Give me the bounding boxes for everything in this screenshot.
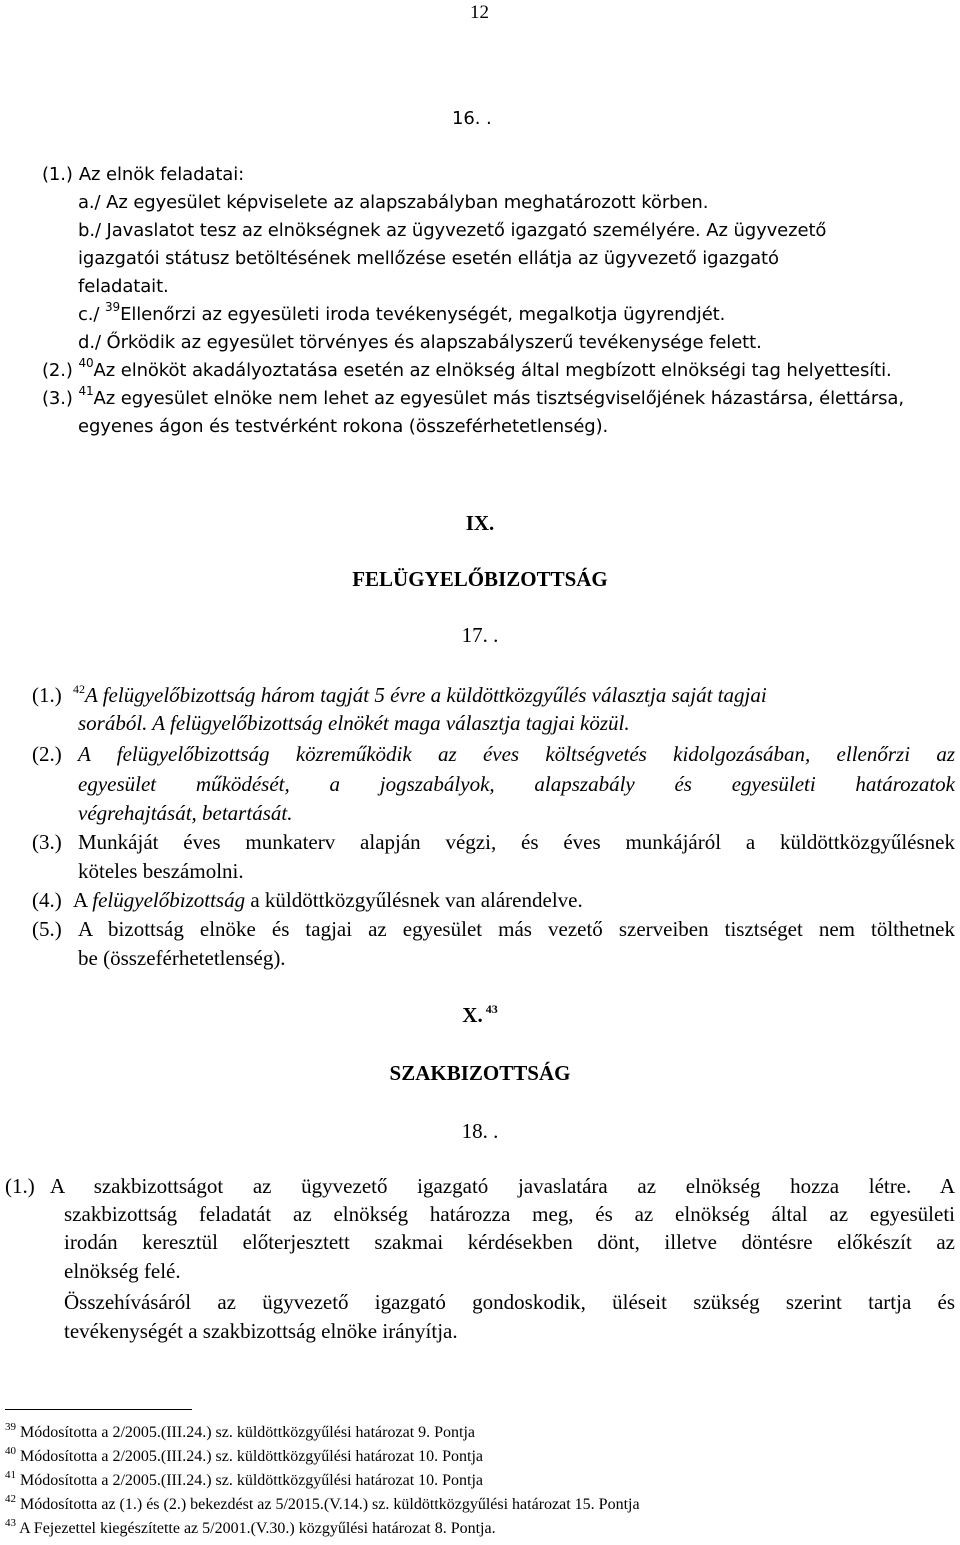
footnote-ref-43: 43 <box>485 1002 498 1016</box>
ch10-p2-line2: tevékenységét a szakbizottság elnöke irányítja. <box>64 1319 458 1343</box>
ch9-p1-label: (1.) <box>32 683 62 707</box>
page-number: 12 <box>470 2 489 23</box>
footnote-39-num: 39 <box>5 1421 16 1433</box>
footnote-ref-40: 40 <box>78 356 94 370</box>
ch9-p4-c: a küldöttközgyűlésnek van alárendelve. <box>250 888 583 912</box>
ch9-p4 <box>32 887 583 913</box>
ch9-p5-text: A bizottság elnöke és tagjai az egyesület más vezető szerveiben tisztséget nem tölthetnek <box>78 917 955 941</box>
ch9-p3-label: (3.) <box>32 830 62 854</box>
s16-item-d: d./ Őrködik az egyesület törvényes és alapszabályszerű tevékenysége felett. <box>78 332 762 353</box>
footnote-43-num: 43 <box>5 1517 16 1529</box>
s16-p3-label: (3.) <box>42 388 73 409</box>
ch9-p5-label: (5.) <box>32 917 62 941</box>
ch9-p1-text: A felügyelőbizottság három tagját 5 évre a küldöttközgyűlés választja saját tagjai <box>85 683 767 707</box>
ch9-p5-cont: be (összeférhetetlenség). <box>78 946 286 970</box>
ch10-p1-cont1: szakbizottság feladatát az elnökség határozza meg, és az elnökség által az egyesületi <box>64 1202 955 1226</box>
ch10-p2-line1: Összehívásáról az ügyvezető igazgató gondoskodik, üléseit szükség szerint tartja és <box>64 1290 955 1314</box>
s16-item-b-line1: b./ Javaslatot tesz az elnökségnek az ügyvezető igazgató személyére. Az ügyvezető <box>78 220 827 241</box>
ch9-p4-b: felügyelőbizottság <box>92 888 246 912</box>
s16-p1 <box>42 162 244 188</box>
footnote-ref-42: 42 <box>73 682 85 696</box>
chapter-10-title: SZAKBIZOTTSÁG <box>389 1061 571 1085</box>
ch10-p1-cont2: irodán keresztül előterjesztett szakmai kérdésekben dönt, illetve döntésre előkészít az <box>64 1230 955 1254</box>
footnote-42-num: 42 <box>5 1493 16 1505</box>
s16-item-b-line2: igazgatói státusz betöltésének mellőzése esetén ellátja az ügyvezető igazgató <box>78 248 779 269</box>
chapter-9-title: FELÜGYELŐBIZOTTSÁG <box>352 567 608 591</box>
section-17-heading: 17. . <box>461 623 499 647</box>
footnote-39 <box>5 1423 475 1443</box>
chapter-10-number <box>0 1002 960 1028</box>
footnote-39-text: Módosította a 2/2005.(III.24.) sz. küldöttközgyűlési határozat 9. Pontja <box>20 1424 476 1441</box>
footnote-40 <box>5 1447 483 1467</box>
ch9-p1-cont: sorából. A felügyelőbizottság elnökét maga választja tagjai közül. <box>78 711 630 735</box>
footnote-43-text: A Fejezettel kiegészítette az 5/2001.(V.30.) közgyűlési határozat 8. Pontja. <box>19 1520 496 1537</box>
s16-p3-text: Az egyesület elnöke nem lehet az egyesület más tisztségviselőjének házastársa, élettársa, <box>93 388 904 409</box>
footnote-42 <box>5 1495 640 1515</box>
ch9-p3-text: Munkáját éves munkaterv alapján végzi, és éves munkájáról a küldöttközgyűlésnek <box>78 830 955 854</box>
footnote-40-text: Módosította a 2/2005.(III.24.) sz. küldöttközgyűlési határozat 10. Pontja <box>20 1448 484 1465</box>
s16-item-c-prefix: c./ <box>78 304 100 325</box>
s16-p2 <box>42 358 892 384</box>
s16-p2-text: Az elnököt akadályoztatása esetén az elnökség által megbízott elnökségi tag helyettesíti. <box>93 360 892 381</box>
ch10-p1-cont3: elnökség felé. <box>64 1259 181 1283</box>
ch9-p2-text: A felügyelőbizottság közreműködik az éves költségvetés kidolgozásában, ellenőrzi az <box>78 742 955 766</box>
chapter-9-number: IX. <box>465 511 495 535</box>
s16-p1-label: (1.) <box>42 164 73 185</box>
footnote-ref-41: 41 <box>78 384 94 398</box>
footnote-42-text: Módosította az (1.) és (2.) bekezdést az 5/2015.(V.14.) sz. küldöttközgyűlési határozat 15. Pontja <box>20 1496 640 1513</box>
section-16-heading: 16. . <box>452 108 492 129</box>
s16-p3 <box>42 386 904 412</box>
footnote-41-num: 41 <box>5 1469 16 1481</box>
footnote-41-text: Módosította a 2/2005.(III.24.) sz. küldöttközgyűlési határozat 10. Pontja <box>20 1472 484 1489</box>
footnote-41 <box>5 1471 483 1491</box>
s16-item-c-text: Ellenőrzi az egyesületi iroda tevékenységét, megalkotja ügyrendjét. <box>120 304 726 325</box>
ch9-p1 <box>32 682 767 708</box>
chapter-10-number-text: X. <box>462 1003 483 1027</box>
ch9-p3-cont: köteles beszámolni. <box>78 859 244 883</box>
s16-item-a: a./ Az egyesület képviselete az alapszabályban meghatározott körben. <box>78 192 709 213</box>
footnote-separator <box>5 1409 192 1410</box>
section-18-heading: 18. . <box>461 1119 499 1143</box>
ch10-p1-label: (1.) <box>5 1174 35 1198</box>
footnote-43 <box>5 1519 496 1539</box>
ch9-p4-a: A <box>73 888 88 912</box>
ch9-p4-label: (4.) <box>32 888 62 912</box>
footnote-ref-39: 39 <box>105 300 121 314</box>
s16-p3-cont: egyenes ágon és testvérként rokona (összeférhetetlenség). <box>78 416 609 437</box>
ch10-p1-text: A szakbizottságot az ügyvezető igazgató javaslatára az elnökség hozza létre. A <box>50 1174 955 1198</box>
s16-p1-text: Az elnök feladatai: <box>78 164 245 185</box>
ch9-p2-label: (2.) <box>32 742 62 766</box>
ch9-p2-cont1: egyesület működését, a jogszabályok, alapszabály és egyesületi határozatok <box>78 772 955 796</box>
s16-p2-label: (2.) <box>42 360 73 381</box>
ch9-p2-cont2: végrehajtását, betartását. <box>78 801 293 825</box>
s16-item-b-line3: feladatait. <box>78 276 169 297</box>
s16-item-c <box>78 302 725 328</box>
footnote-40-num: 40 <box>5 1445 16 1457</box>
